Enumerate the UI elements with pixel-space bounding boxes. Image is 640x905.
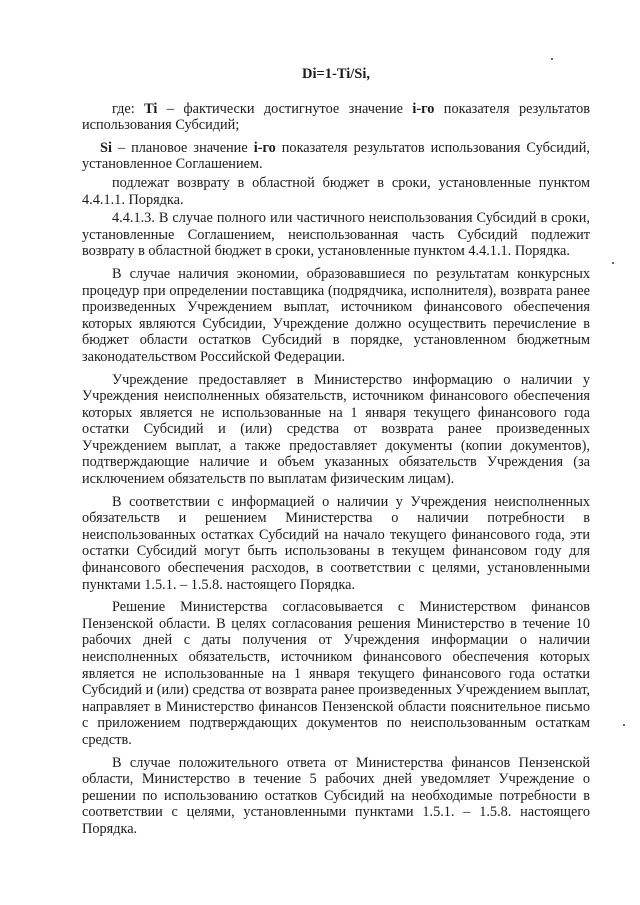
paragraph-coordination: Решение Министерства согласовывается с Министерством финансов Пензенской области. В целях согласования решения Министерство в течение 10 рабочих дней с даты получения от Учреждения информации о наличии неисполненных обязательств, источником финансового обеспечения которых является не использованные на 1 января текущего финансового года остатки Субсидий и (или) средства от возврата ранее произведенных Учреждением выплат, направляет в Министерство финансов Пензенской области пояснительное письмо с приложением подтверждающих документов по неиспользованным остаткам средств. (82, 599, 590, 748)
paragraph-4-4-1-3: 4.4.1.3. В случае полного или частичного неиспользования Субсидий в сроки, установленные Соглашением, неиспользованная часть Субсидий подлежит возврату в областной бюджет в сроки, установленные пунктом 4.4.1.1. Порядка. (82, 210, 590, 260)
paragraph-economy: В случае наличия экономии, образовавшиеся по результатам конкурсных процедур при определении поставщика (подрядчика, исполнителя), возврата ранее произведенных Учреждением выплат, источником финансового обеспечения которых являются Субсидии, Учреждение должно осуществить перечисление в бюджет области остатков Субсидий в порядке, установленном бюджетным законодательством Российской Федерации. (82, 265, 590, 365)
formula: Di=1-Ti/Si, (301, 66, 371, 82)
scan-speck (612, 262, 614, 264)
paragraph-return: подлежат возврату в областной бюджет в сроки, установленные пунктом 4.4.1.1. Порядка. (82, 174, 590, 208)
definition-si: Si – плановое значение i-го показателя результатов использования Субсидий, установленное Соглашением. (82, 139, 590, 173)
scan-speck (551, 58, 553, 60)
definition-ti: где: Ti – фактически достигнутое значение i-го показателя результатов использования Субсидий; (82, 100, 591, 134)
scan-speck (623, 724, 625, 726)
paragraph-positive-answer: В случае положительного ответа от Министерства финансов Пензенской области, Министерство в течение 5 рабочих дней уведомляет Учреждение о решении по использованию остатков Субсидий на необходимые потребности в соответствии с целями, установленными пунктами 1.5.1. – 1.5.8. настоящего Порядка. (82, 754, 590, 837)
paragraph-remaining-use: В соответствии с информацией о наличии у Учреждения неисполненных обязательств и решением Министерства о наличии потребности в неиспользованных остатках Субсидий на начало текущего финансового года, эти остатки Субсидий могут быть использованы в текущем финансовом году для финансового обеспечения расходов, в соответствии с целями, установленными пунктами 1.5.1. – 1.5.8. настоящего Порядка. (82, 493, 590, 593)
paragraph-obligations-info: Учреждение предоставляет в Министерство информацию о наличии у Учреждения неисполненных обязательств, источником финансового обеспечения которых является не использованные на 1 января текущего финансового года остатки Субсидий и (или) средства от возврата ранее произведенных Учреждением выплат, а также предоставляет документы (копии документов), подтверждающие наличие и объем указанных обязательств Учреждения (за исключением обязательств по выплатам физическим лицам). (82, 371, 590, 488)
